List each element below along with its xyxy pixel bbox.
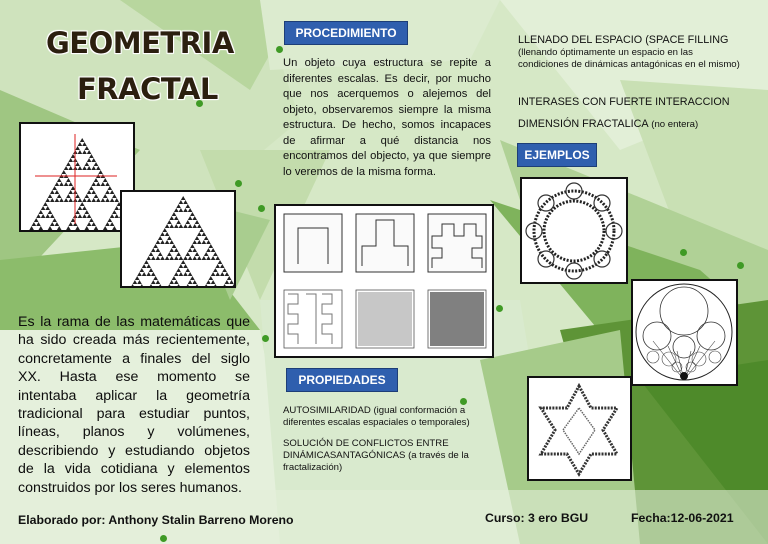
interases-text: INTERASES CON FUERTE INTERACCION [518,96,730,108]
procedimiento-text: Un objeto cuya estructura se repite a diferentes escalas. Es decir, por mucho que nos acerquemos o alejemos del objeto, observaremos siempre la misma estructura. De hecho, somos incapaces de afirmar a qué distancia nos encontramos del objecto, ya que siempre lo veremos de la misma forma. [283,57,491,178]
decor-dot [262,335,269,342]
procedimiento-badge: PROCEDIMIENTO [284,21,408,45]
hilbert-curves-image [274,204,494,358]
propiedades-item-1: AUTOSIMILARIDAD (igual conformación a diferentes escalas espaciales o temporales) [283,405,470,428]
fractal-ring-icon [522,179,626,282]
decor-dot [258,205,265,212]
koch-snowflake-image [527,376,632,481]
decor-dot [235,180,242,187]
footer-date: Fecha:12-06-2021 [631,511,734,525]
page-title-line2: FRACTAL [77,72,218,106]
decor-dot [496,305,503,312]
dimension-note: (no entera) [648,119,699,130]
propiedades-badge: PROPIEDADES [286,368,398,392]
llenado-detail: (llenando óptimamente un espacio en las condiciones de dinámicas antagónicas en el mismo) [518,47,740,70]
circle-packing-icon [633,281,736,384]
intro-paragraph: Es la rama de las matemáticas que ha sido creada más recientemente, concretamente a finales del siglo XX. Hasta ese momento se intentaba aplicar la geometría tradicional para estudiar puntos, líneas, planos y volúmenes, describiendo y estudiando objetos de la vida cotidiana y elementos construidos por los seres humanos. [18,314,250,496]
dimension-text [518,118,758,131]
fractal-ring-image [520,177,628,284]
dimension-label: DIMENSIÓN FRACTALICA [518,118,649,130]
page-title-line1: GEOMETRIA [46,26,234,60]
ejemplos-badge: EJEMPLOS [517,143,597,167]
footer-course: Curso: 3 ero BGU [485,511,589,525]
sierpinski-triangle-icon [122,192,234,286]
koch-snowflake-icon [529,378,630,479]
decor-dot [276,46,283,53]
sierpinski-image-1 [19,122,135,232]
decor-dot [680,249,687,256]
decor-dot [737,262,744,269]
propiedades-item-2: SOLUCIÓN DE CONFLICTOS ENTRE DINÁMICASANTAGÓNICAS (a través de la fractalización) [283,438,469,473]
hilbert-curve-icon [276,206,492,356]
circle-packing-image [631,279,738,386]
sierpinski-triangle-icon [21,124,133,230]
llenado-heading: LLENADO DEL ESPACIO (SPACE FILLING [518,34,729,46]
decor-dot [460,398,467,405]
sierpinski-image-2 [120,190,236,288]
footer-author: Elaborado por: Anthony Stalin Barreno Moreno [18,513,294,527]
decor-dot [160,535,167,542]
